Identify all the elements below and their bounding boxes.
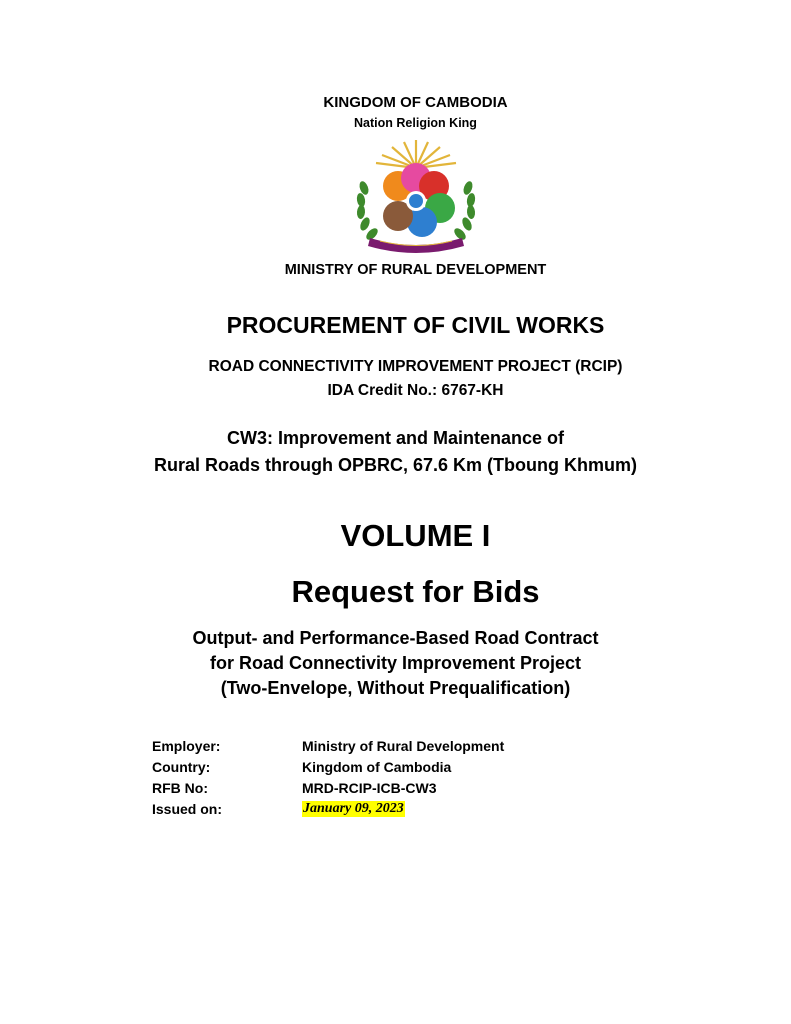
- national-motto: Nation Religion King: [354, 116, 477, 130]
- project-name: ROAD CONNECTIVITY IMPROVEMENT PROJECT (RCIP): [208, 358, 623, 375]
- detail-value: Ministry of Rural Development: [302, 737, 505, 754]
- volume-title: VOLUME I: [340, 518, 491, 553]
- detail-row-country: [152, 756, 504, 777]
- detail-label: Issued on:: [152, 800, 223, 817]
- subtitle-line1: Output- and Performance-Based Road Contract: [192, 628, 599, 648]
- issue-date-highlighted: January 09, 2023: [303, 800, 404, 816]
- detail-value: MRD-RCIP-ICB-CW3: [302, 779, 437, 796]
- procurement-title: PROCUREMENT OF CIVIL WORKS: [226, 312, 605, 338]
- detail-row-rfb-no: [152, 777, 504, 798]
- subtitle-line2: for Road Connectivity Improvement Project: [209, 653, 582, 673]
- contract-title-line2: Rural Roads through OPBRC, 67.6 Km (Tboung Khmum): [153, 455, 637, 475]
- subtitle-line3: (Two-Envelope, Without Prequalification): [220, 678, 571, 698]
- detail-label: RFB No:: [152, 779, 208, 796]
- detail-label: Employer:: [152, 737, 221, 754]
- bid-details: [152, 735, 504, 819]
- credit-number: IDA Credit No.: 6767-KH: [327, 382, 504, 399]
- detail-value: Kingdom of Cambodia: [302, 758, 452, 775]
- contract-title-line1: CW3: Improvement and Maintenance of: [226, 428, 565, 448]
- kingdom-heading: KINGDOM OF CAMBODIA: [323, 94, 508, 111]
- detail-row-employer: [152, 735, 504, 756]
- request-for-bids-title: Request for Bids: [291, 574, 540, 609]
- ministry-emblem-icon: [352, 138, 480, 256]
- ministry-heading: MINISTRY OF RURAL DEVELOPMENT: [284, 262, 547, 278]
- detail-label: Country:: [152, 758, 211, 775]
- detail-row-issued-on: [152, 798, 504, 819]
